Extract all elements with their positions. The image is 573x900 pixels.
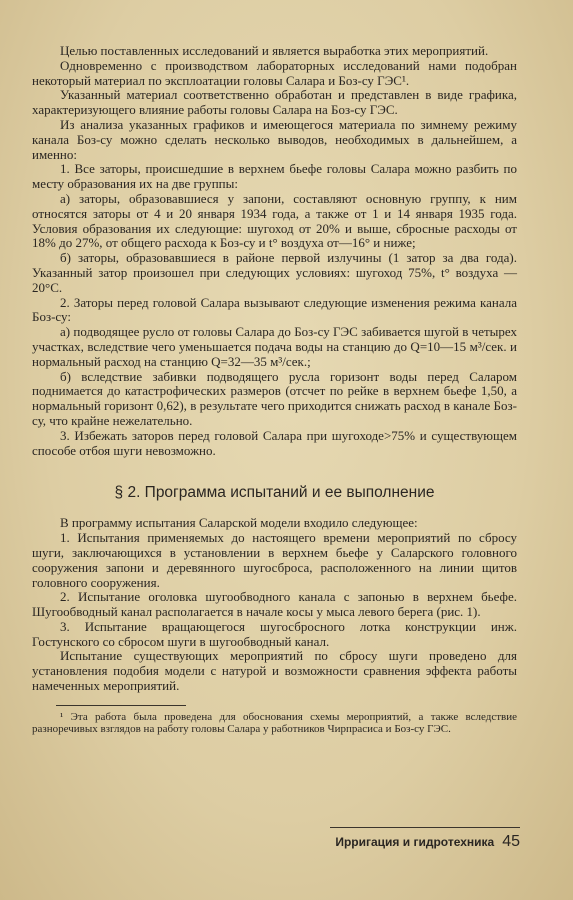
paragraph: б) вследствие забивки подводящего русла горизонт воды перед Саларом поднимается до катастрофических размеров (отсчет по рейке в верхнем бьефе 1,50, а нормальный горизонт 0,62), в результате чего приходится снижать расход в канале Боз-су, что крайне нежелательно.: [32, 368, 517, 428]
main-text-top: [32, 44, 517, 458]
paragraph: 2. Испытание оголовка шугообводного канала с запонью в верхнем бьефе. Шугообводный канал располагается в начале косы у мыса левого берега (рис. 1).: [32, 589, 517, 620]
footer-divider: [330, 827, 520, 828]
section-heading: § 2. Программа испытаний и ее выполнение: [114, 484, 435, 502]
paragraph: Указанный материал соответственно обработан и представлен в виде графика, характеризующего влияние работы головы Салара на Боз-су ГЭС.: [32, 87, 517, 118]
paragraph: 2. Заторы перед головой Салара вызывают следующие изменения режима канала Боз-су:: [32, 294, 517, 325]
paragraph: Из анализа указанных графиков и имеющегося материала по зимнему режиму канала Боз-су можно сделать несколько выводов, необходимых в дальнейшем, а именно:: [32, 116, 517, 162]
paragraph: 1. Испытания применяемых до настоящего времени мероприятий по сбросу шуги, заключающихся в установлении в верхнем бьефе у Саларского головного сооружения запони и деревянного шугосброса, расположенного на линии щитов головного сооружения.: [32, 530, 517, 590]
journal-title: Ирригация и гидротехника: [335, 835, 495, 849]
paragraph: 3. Испытание вращающегося шугосбросного лотка конструкции инж. Гостунского со сбросом шуги в шугообводный канал.: [32, 618, 517, 649]
paragraph: а) подводящее русло от головы Салара до Боз-су ГЭС забивается шугой в четырех участках, вследствие чего уменьшается подача воды на станцию до Q=10—15 м³/сек. и нормальный расход на станцию Q=32—35 м³/сек.;: [32, 324, 517, 369]
page-footer: [330, 833, 520, 851]
main-text-bottom: [32, 516, 517, 694]
page-number: 45: [502, 833, 520, 850]
paragraph: В программу испытания Саларской модели входило следующее:: [60, 515, 418, 531]
footnote-divider: [56, 705, 186, 706]
footnote-text: ¹ Эта работа была проведена для обоснования схемы мероприятий, а также вследствие разноречивых взглядов на работу головы Салара у работников Чирпрасиса и Боз-су ГЭС.: [32, 710, 517, 736]
paragraph: а) заторы, образовавшиеся у запони, составляют основную группу, к ним относятся заторы от 4 и 20 января 1934 года, а также от 1 и 14 января 1935 года. Условия образования их следующие: шугоход от 20% и выше, сбросные расходы от 18% до 27%, от общего расхода к Боз-су и t° воздуха от—16° и ниже;: [32, 190, 517, 251]
paragraph: 1. Все заторы, происшедшие в верхнем бьефе головы Салара можно разбить по месту образования их на две группы:: [32, 161, 517, 192]
paragraph: Испытание существующих мероприятий по сбросу шуги проведено для установления подобия модели с натурой и возможности сравнения эффекта работы намеченных мероприятий.: [32, 648, 517, 694]
footnote: [32, 711, 517, 736]
paragraph: Одновременно с производством лабораторных исследований нами подобран некоторый материал по эксплоатации головы Салара и Боз-су ГЭС¹.: [32, 57, 517, 88]
paragraph: 3. Избежать заторов перед головой Салара при шугоходе>75% и существующем способе отбоя шуги невозможно.: [32, 427, 517, 458]
paragraph: Целью поставленных исследований и является выработка этих мероприятий.: [60, 43, 489, 58]
paragraph: б) заторы, образовавшиеся в районе первой излучины (1 затор за два года). Указанный затор произошел при следующих условиях: шугоход 75%, t° воздуха — 20°С.: [32, 250, 517, 295]
